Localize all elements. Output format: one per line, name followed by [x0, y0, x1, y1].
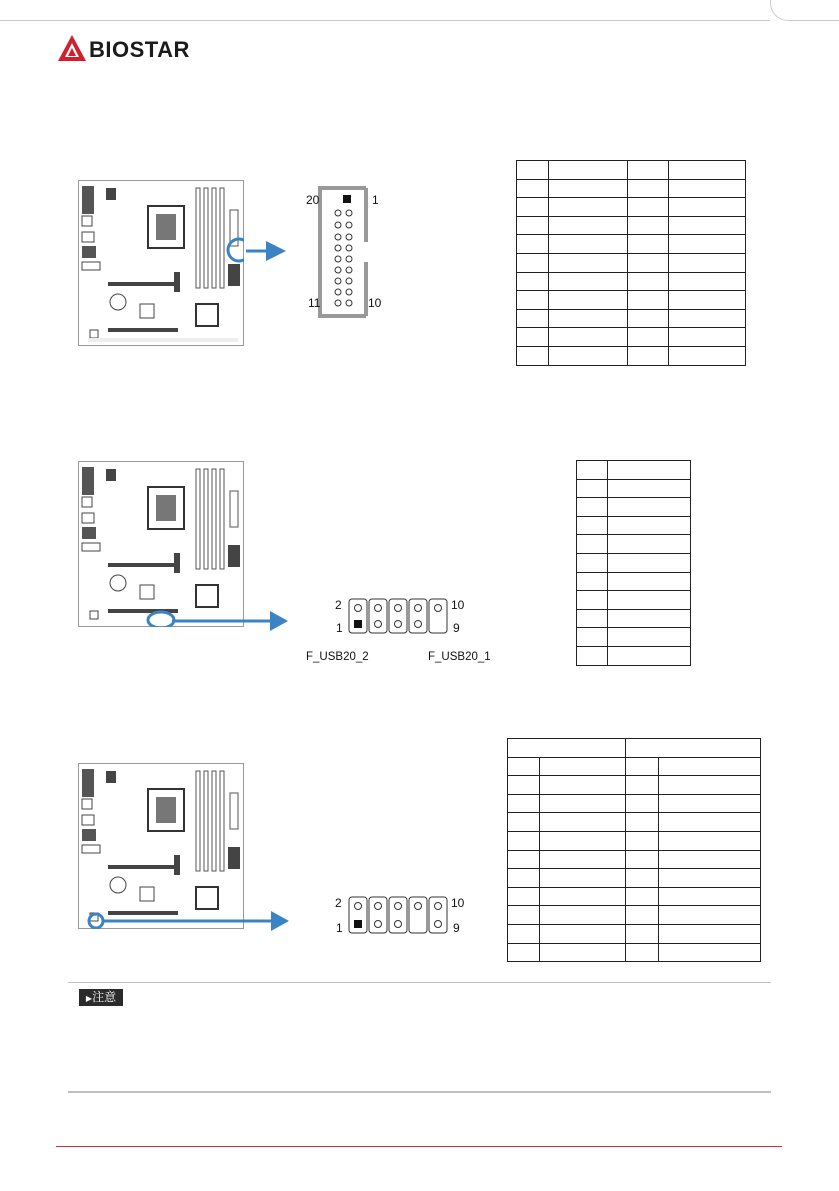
- pin-label-1: 1: [336, 921, 343, 935]
- table-row: [517, 309, 746, 328]
- table-row: [508, 831, 761, 850]
- table-row: [517, 253, 746, 272]
- connector-diagram-2: [348, 598, 448, 634]
- table-row: [508, 943, 761, 962]
- table-row: [508, 794, 761, 813]
- note-top-rule: [68, 982, 771, 983]
- note-tag: [79, 989, 123, 1006]
- table-row: [517, 161, 746, 180]
- table-row: [577, 591, 691, 610]
- table-row: [508, 924, 761, 943]
- note-bottom-rule: [68, 1091, 771, 1093]
- table-row: [517, 235, 746, 254]
- pin-table-1: [516, 160, 746, 366]
- table-row: [508, 757, 761, 776]
- footer-rule: [56, 1146, 782, 1147]
- header-label-f-usb20-2: F_USB20_2: [306, 651, 369, 663]
- pin-label-1: 1: [336, 621, 343, 635]
- table-row: [508, 850, 761, 869]
- motherboard-diagram-1: [78, 180, 244, 346]
- table-row: [577, 646, 691, 665]
- table-row: [517, 346, 746, 365]
- pin-label-1: 1: [372, 193, 379, 207]
- arrow-1: [246, 241, 288, 261]
- table-row: [508, 887, 761, 906]
- connector-diagram-1: [318, 186, 370, 318]
- pin-label-9: 9: [453, 921, 460, 935]
- brand-name: BIOSTAR: [89, 37, 190, 62]
- pin-table-2: [576, 460, 691, 666]
- pin-label-11: 11: [308, 296, 321, 310]
- table-row: [577, 572, 691, 591]
- pin-label-10: 10: [451, 598, 465, 612]
- pin-label-2: 2: [335, 598, 342, 612]
- arrow-3: [103, 911, 291, 931]
- connector-diagram-3: [348, 896, 448, 934]
- table-row: [517, 216, 746, 235]
- note-arrow-icon: ▶: [85, 994, 93, 1003]
- table-row: [577, 479, 691, 498]
- table-row: [577, 516, 691, 535]
- biostar-logo-icon: [56, 33, 88, 63]
- table-row: [508, 813, 761, 832]
- table-row: [577, 553, 691, 572]
- header-label-f-usb20-1: F_USB20_1: [428, 651, 491, 663]
- pin-label-10: 10: [451, 896, 465, 910]
- motherboard-diagram-2: [78, 461, 244, 627]
- arrow-2: [172, 611, 290, 631]
- pin-label-10: 10: [368, 296, 382, 310]
- table-row: [577, 535, 691, 554]
- table-row: [577, 498, 691, 517]
- brand-logo: [56, 33, 196, 63]
- table-row: [508, 906, 761, 925]
- table-row: [577, 628, 691, 647]
- table-header-row: [508, 739, 761, 758]
- table-row: [517, 291, 746, 310]
- table-row: [517, 328, 746, 347]
- table-row: [577, 461, 691, 480]
- table-row: [508, 869, 761, 888]
- motherboard-diagram-3: [78, 763, 244, 929]
- top-corner-rule: [770, 0, 839, 21]
- pin-table-3: [507, 738, 761, 962]
- pin-label-20: 20: [306, 193, 320, 207]
- note-label: 注意: [92, 990, 117, 1004]
- table-row: [517, 272, 746, 291]
- pin-label-9: 9: [453, 621, 460, 635]
- top-rule: [0, 20, 770, 21]
- table-row: [577, 609, 691, 628]
- pin-label-2: 2: [335, 896, 342, 910]
- table-row: [517, 198, 746, 217]
- table-row: [508, 776, 761, 795]
- table-row: [517, 179, 746, 198]
